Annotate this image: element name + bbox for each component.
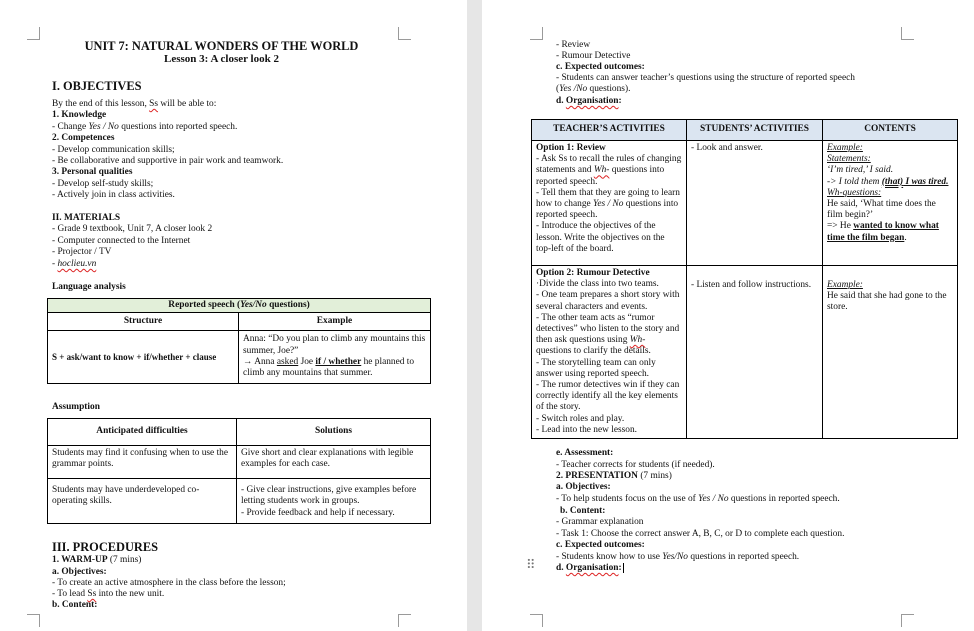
material-item: - Projector / TV (52, 247, 112, 257)
document-title: UNIT 7: NATURAL WONDERS OF THE WORLD (84, 39, 359, 53)
difficulties-header: Anticipated difficulties (48, 419, 237, 446)
expected-outcome: - Students can answer teacher’s questions using the structure of reported speech (556, 73, 855, 83)
presentation-objectives-heading: a. Objectives: (556, 482, 611, 492)
right-page (482, 0, 974, 631)
reported-speech-title: Reported speech (Yes/No questions) (48, 299, 431, 313)
students-activities-header: STUDENTS’ ACTIVITIES (687, 120, 823, 141)
language-analysis-heading: Language analysis (52, 282, 126, 292)
warmup-content-heading: b. Content: (52, 600, 98, 610)
warmup-objective: - To create an active atmosphere in the class before the lesson; (52, 578, 286, 588)
crop-mark (398, 27, 411, 40)
left-page (0, 0, 467, 631)
material-item: - Grade 9 textbook, Unit 7, A closer look 2 (52, 224, 213, 234)
presentation-heading: 2. PRESENTATION (7 mins) (556, 471, 672, 481)
presentation-content-item: - Grammar explanation (556, 517, 644, 527)
knowledge-heading: 1. Knowledge (52, 110, 107, 120)
solution-cell: Give short and clear explanations with legible examples for each case. (237, 446, 431, 479)
contents-header: CONTENTS (823, 120, 958, 141)
crop-mark (530, 614, 543, 627)
personal-item: - Develop self-study skills; (52, 179, 154, 189)
difficulty-cell: Students may find it confusing when to use the grammar points. (48, 446, 237, 479)
intro-line: By the end of this lesson, Ss will be able to: (52, 99, 217, 109)
table-row (532, 141, 958, 266)
expected-outcome: (Yes /No questions). (556, 84, 631, 94)
difficulty-cell: Students may have underdeveloped co-operating skills. (48, 479, 237, 524)
crop-mark (530, 27, 543, 40)
teacher-cell: Option 1: Review - Ask Ss to recall the rules of changing statements and Wh- questions into reported speech. - Tell them that they are going to learn how to change Yes / No questions into reported speech. - Introduce the objectives of the lesson. Write the objectives on the top-left of the board. (532, 141, 687, 266)
contents-cell: Example: He said that she had gone to the store. (823, 266, 958, 439)
presentation-content-heading: b. Content: (560, 506, 606, 516)
table-row (48, 446, 431, 479)
crop-mark (398, 614, 411, 627)
solutions-header: Solutions (237, 419, 431, 446)
crop-mark (901, 614, 914, 627)
solution-cell: - Give clear instructions, give examples before letting students work in groups. - Provide feedback and help if necessary. (237, 479, 431, 524)
structure-header: Structure (48, 313, 239, 331)
competence-item: - Be collaborative and supportive in pair work and teamwork. (52, 156, 284, 166)
crop-mark (27, 614, 40, 627)
warmup-objective: - To lead Ss into the new unit. (52, 589, 165, 599)
students-cell: - Listen and follow instructions. (687, 266, 823, 439)
table-header-row (48, 313, 431, 331)
table-title-row (48, 299, 431, 313)
lesson-subtitle: Lesson 3: A closer look 2 (163, 53, 279, 65)
presentation-objective: - To help students focus on the use of Yes / No questions in reported speech. (556, 494, 840, 504)
presentation-expected-item: - Students know how to use Yes/No questions in reported speech. (556, 552, 800, 562)
material-item-link[interactable]: - hoclieu.vn (52, 259, 97, 269)
assumption-table (47, 418, 431, 524)
objectives-heading: I. OBJECTIVES (52, 79, 142, 93)
competences-heading: 2. Competences (52, 133, 115, 143)
competence-item: - Develop communication skills; (52, 145, 175, 155)
assessment-heading: e. Assessment: (556, 448, 614, 458)
teacher-cell: Option 2: Rumour Detective ·Divide the class into two teams. - One team prepares a short story with several characters and events. - The other team acts as “rumor detectives” who listen to the story and then ask questions using Wh- questions to clarify the details. - The storytelling team can only answer using reported speech. - The rumor detectives win if they can correctly identify all the key elements of the story. - Switch roles and play. - Lead into the new lesson. (532, 266, 687, 439)
procedures-heading: III. PROCEDURES (52, 540, 159, 554)
table-row (48, 331, 431, 384)
table-header-row (532, 120, 958, 141)
warmup-objectives-heading: a. Objectives: (52, 567, 107, 577)
structure-cell: S + ask/want to know + if/whether + clause (48, 331, 239, 384)
table-header-row (48, 419, 431, 446)
crop-mark (27, 27, 40, 40)
expected-outcomes-heading: c. Expected outcomes: (556, 62, 645, 72)
presentation-content-item: - Task 1: Choose the correct answer A, B, C, or D to complete each question. (556, 529, 845, 539)
activities-table (531, 119, 958, 439)
table-row (48, 479, 431, 524)
presentation-expected-heading: c. Expected outcomes: (556, 540, 645, 550)
text-cursor (623, 563, 624, 573)
teacher-activities-header: TEACHER’S ACTIVITIES (532, 120, 687, 141)
material-item: - Computer connected to the Internet (52, 236, 191, 246)
organisation-heading: d. Organisation: (556, 96, 622, 106)
warmup-content-item: - Rumour Detective (556, 51, 631, 61)
assessment-item: - Teacher corrects for students (if needed). (556, 460, 715, 470)
example-header: Example (239, 313, 431, 331)
presentation-organisation-heading[interactable]: d. Organisation: (556, 563, 622, 574)
table-row (532, 266, 958, 439)
drag-handle-icon[interactable]: ⠿ (526, 557, 537, 572)
knowledge-item: - Change Yes / No questions into reported speech. (52, 122, 238, 132)
personal-qualities-heading: 3. Personal qualities (52, 167, 133, 177)
assumption-heading: Assumption (52, 402, 100, 412)
reported-speech-table (47, 298, 431, 384)
materials-heading: II. MATERIALS (52, 213, 121, 223)
example-cell: Anna: “Do you plan to climb any mountains this summer, Joe?” → Anna asked Joe if / whether he planned to climb any mountains that summer. (239, 331, 431, 384)
personal-item: - Actively join in class activities. (52, 190, 175, 200)
students-cell: - Look and answer. (687, 141, 823, 266)
crop-mark (901, 27, 914, 40)
contents-cell: Example: Statements: ‘I’m tired,’ I said. -> I told them (that) I was tired. Wh-questions: He said, ‘What time does the film begin?’ => He wanted to know what time the film began. (823, 141, 958, 266)
warmup-heading: 1. WARM-UP (7 mins) (52, 555, 142, 565)
page-gutter (467, 0, 482, 631)
warmup-content-item: - Review (556, 40, 591, 50)
